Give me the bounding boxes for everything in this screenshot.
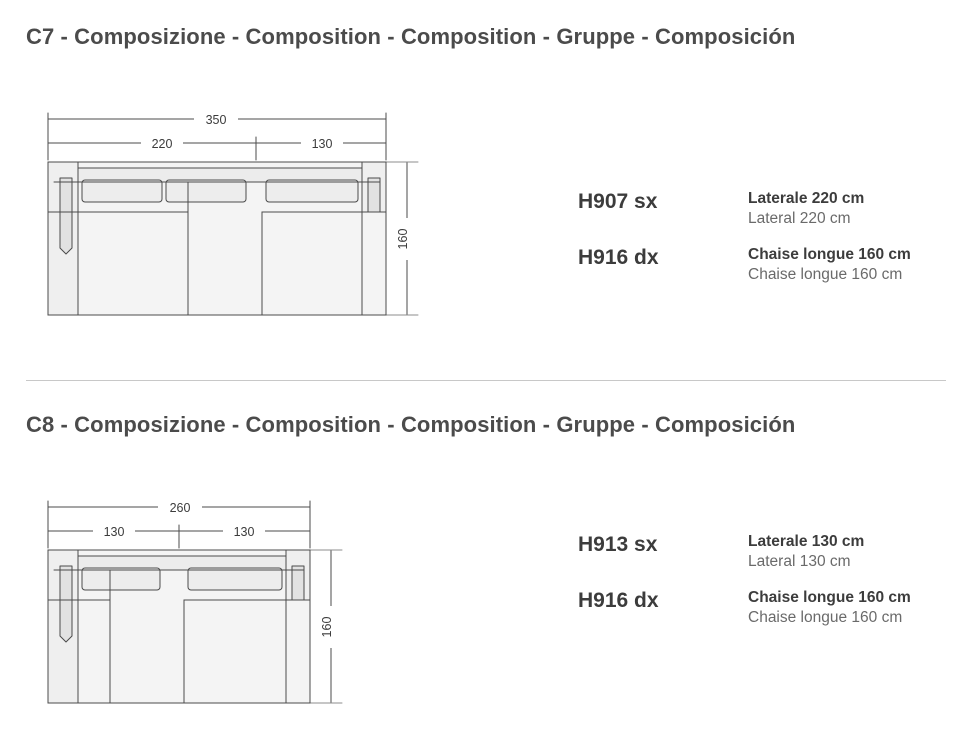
dimension-depth-c8: 160	[320, 616, 334, 638]
dimension-depth-c7: 160	[396, 228, 410, 250]
legend-code: H916 dx	[578, 588, 659, 612]
legend-description	[748, 190, 958, 228]
composition-section-c8	[0, 388, 972, 729]
dimension-right-width-c8: 130	[233, 525, 255, 539]
legend-row	[578, 533, 958, 571]
dimension-total-width-c7: 350	[205, 113, 227, 127]
dimension-left-width-c8: 130	[103, 525, 125, 539]
legend-name-it: Laterale 220 cm	[748, 190, 865, 207]
legend-name-it: Chaise longue 160 cm	[748, 245, 911, 263]
legend-name-en: Chaise longue 160 cm	[748, 265, 903, 283]
legend-code: H913 sx	[578, 533, 658, 556]
legend-c7	[578, 190, 958, 302]
legend-row	[578, 589, 958, 627]
legend-name-it: Chaise longue 160 cm	[748, 588, 911, 606]
legend-row	[578, 246, 958, 284]
sofa-diagram-c8	[26, 488, 386, 718]
page-title: C8 - Composizione - Composition - Composition - Gruppe - Composición	[26, 412, 796, 437]
legend-row	[578, 190, 958, 228]
dimension-left-width-c7: 220	[151, 137, 173, 151]
legend-description	[748, 589, 958, 627]
dimension-total-width-c8: 260	[169, 501, 191, 515]
dimension-right-width-c7: 130	[311, 137, 333, 151]
sofa-diagram-c7	[26, 100, 446, 350]
legend-name-it: Laterale 130 cm	[748, 533, 865, 550]
legend-name-en: Lateral 220 cm	[748, 209, 851, 227]
legend-name-en: Chaise longue 160 cm	[748, 608, 903, 626]
legend-name-en: Lateral 130 cm	[748, 552, 851, 570]
section-divider	[26, 380, 946, 381]
legend-code: H916 dx	[578, 245, 659, 269]
legend-c8	[578, 533, 958, 645]
legend-description	[748, 533, 958, 571]
legend-code: H907 sx	[578, 190, 658, 213]
page-title: C7 - Composizione - Composition - Composition - Gruppe - Composición	[26, 24, 796, 49]
legend-description	[748, 246, 958, 284]
